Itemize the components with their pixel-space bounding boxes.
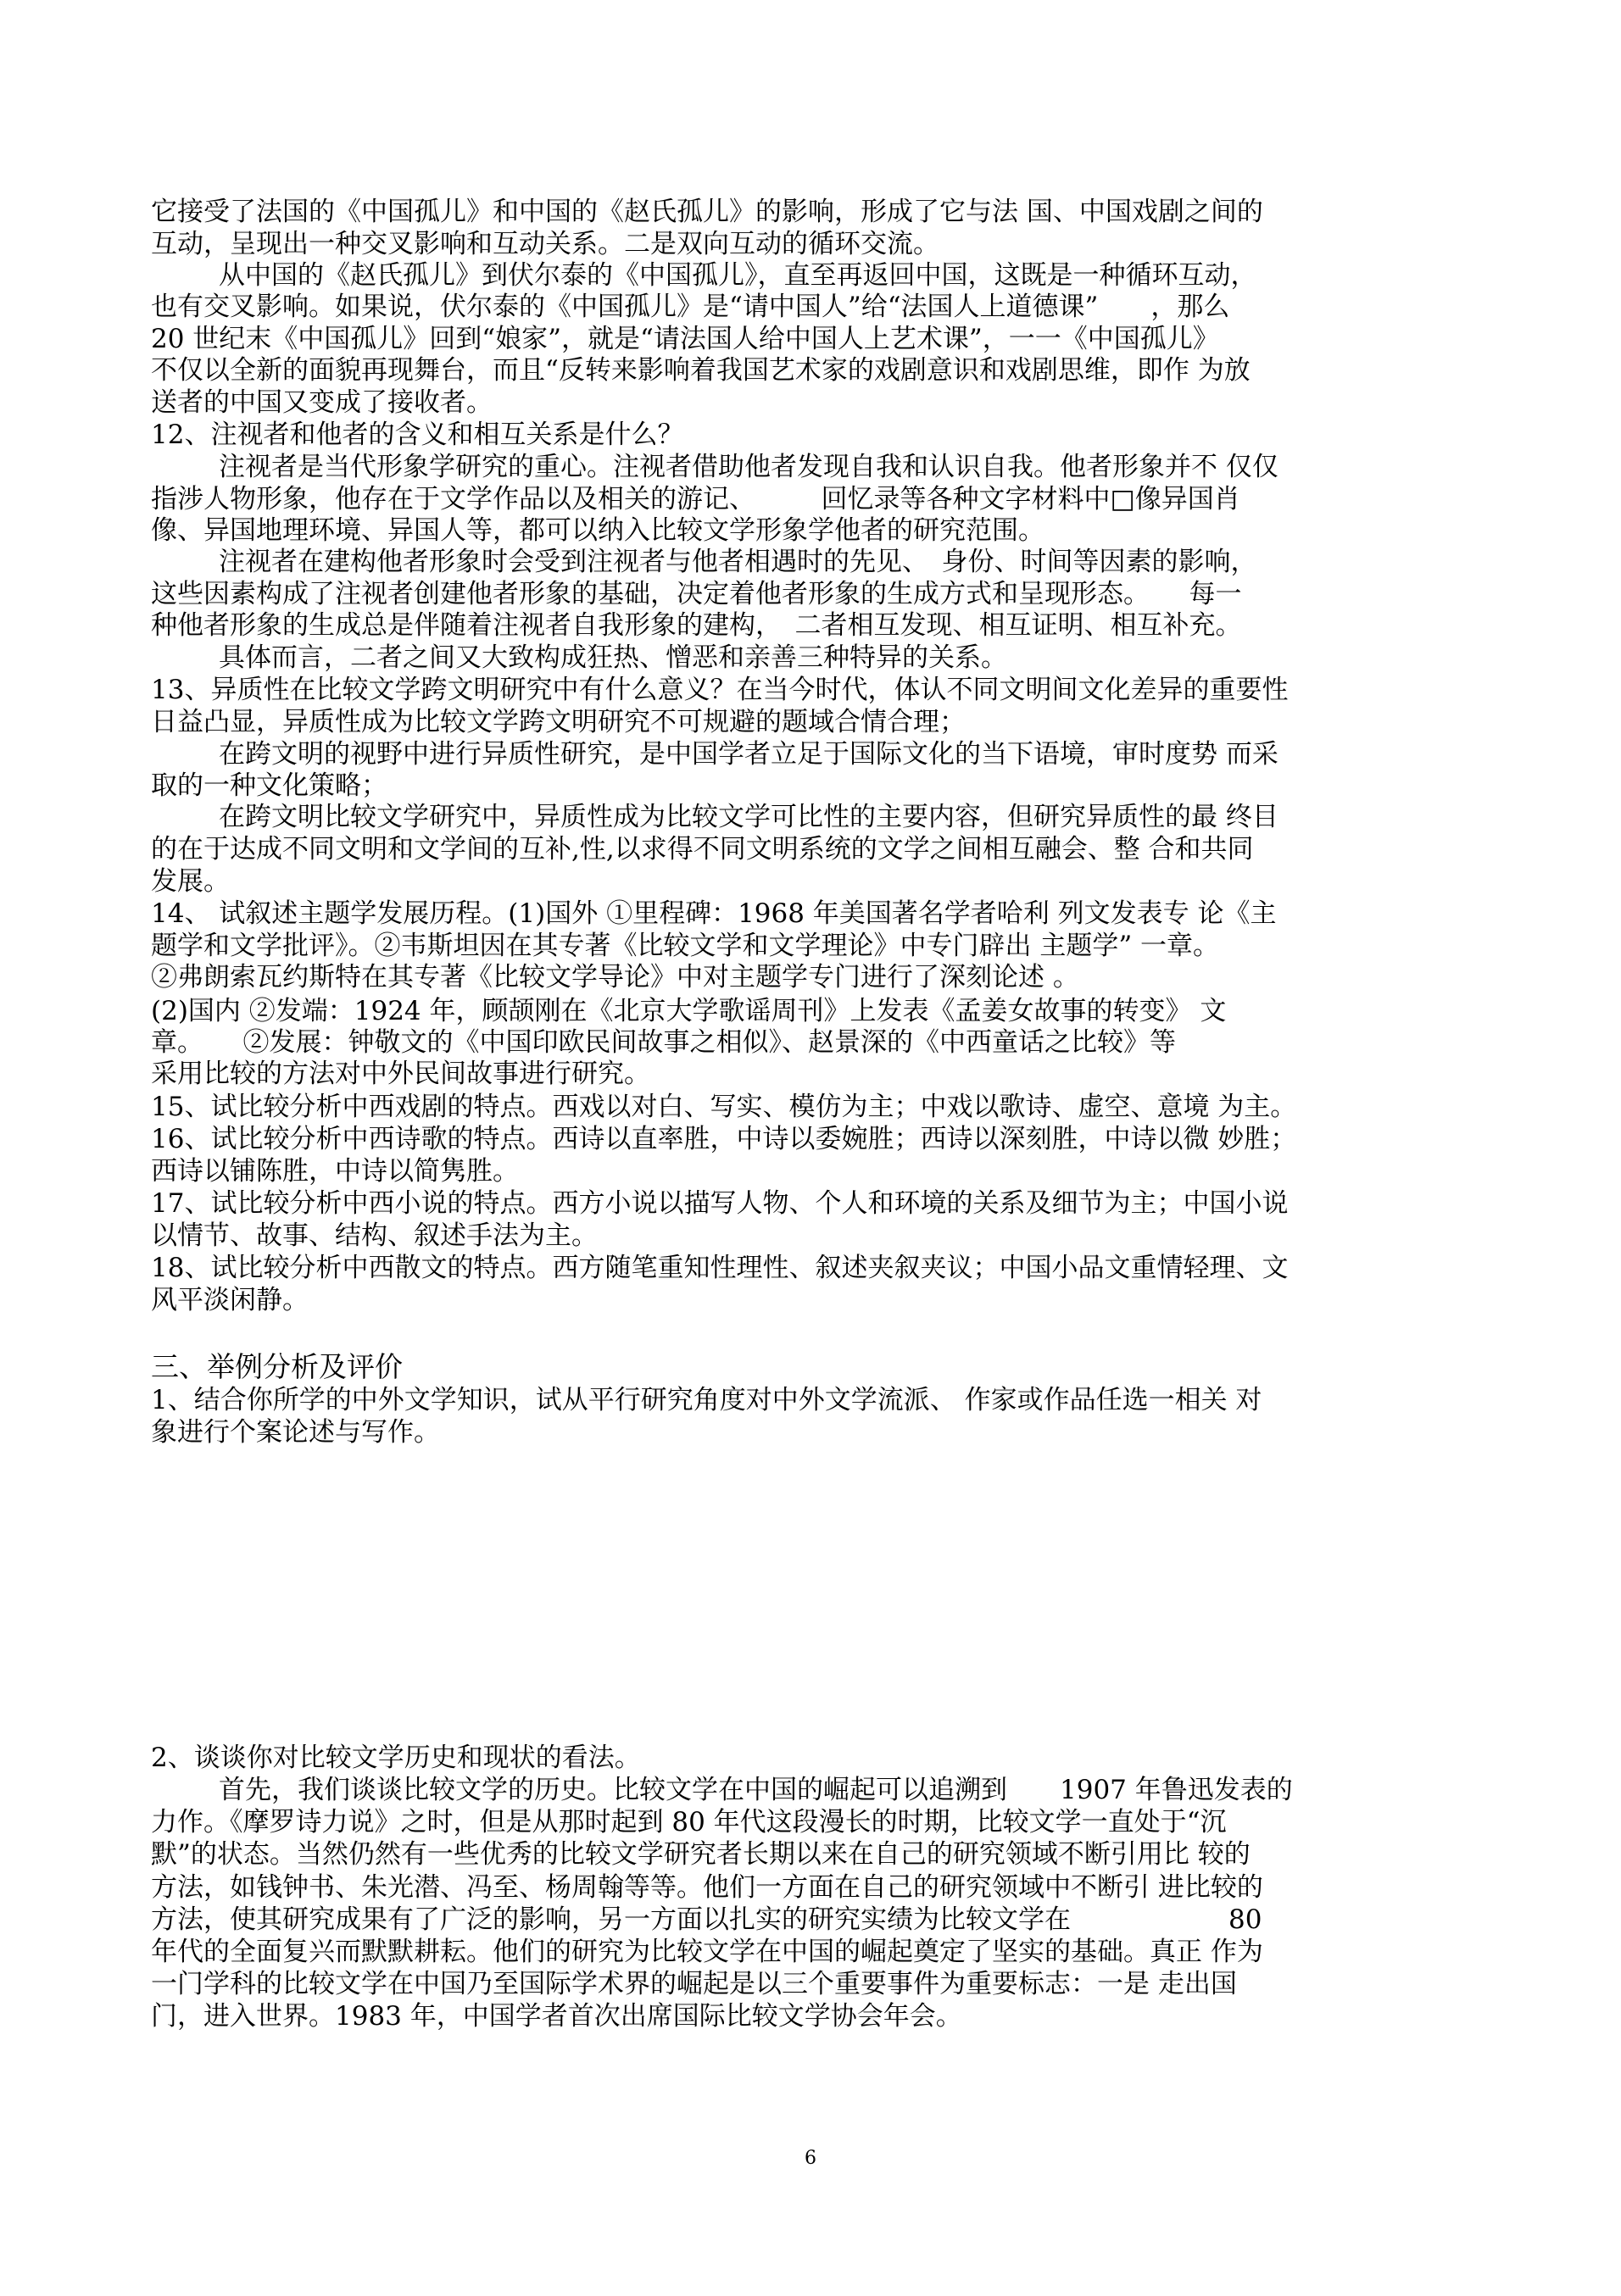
question-2: 2、谈谈你对比较文学历史和现状的看法。 [151,1743,641,1773]
text-line: 一门学科的比较文学在中国乃至国际学术界的崛起是以三个重要事件为重要标志：一是 走出国 [151,1969,1237,1999]
text-line: 注视者在建构他者形象时会受到注视者与他者相遇时的先见、 身份、时间等因素的影响， [219,547,1257,577]
text-line: 发展。 [151,866,230,897]
question-18: 18、试比较分析中西散文的特点。西方随笔重知性理性、叙述夹叙夹议；中国小品文重情轻理、文 [151,1253,1289,1283]
text-line: 20 世纪末《中国孤儿》回到“娘家”，就是“请法国人给中国人上艺术课”，一一《中国孤儿》 [151,324,1219,354]
text-line: 采用比较的方法对中外民间故事进行研究。 [151,1059,650,1089]
text-line: 方法，使其研究成果有了广泛的影响，另一方面以扎实的研究实绩为比较文学在 80 [151,1904,1262,1935]
text-line: 首先，我们谈谈比较文学的历史。比较文学在中国的崛起可以追溯到 1907 年鲁迅发表的 [219,1775,1293,1805]
question-16: 16、试比较分析中西诗歌的特点。西诗以直率胜，中诗以委婉胜；西诗以深刻胜，中诗以微 妙胜； [151,1124,1297,1154]
text-line: 像、异国地理环境、异国人等，都可以纳入比较文学形象学他者的研究范围。 [151,515,1044,546]
text-line: 这些因素构成了注视者创建他者形象的基础，决定着他者形象的生成方式和呈现形态。 每一 [151,579,1242,609]
text-line: 送者的中国又变成了接收者。 [151,387,493,418]
text-line: 从中国的《赵氏孤儿》到伏尔泰的《中国孤儿》，直至再返回中国，这既是一种循环互动， [219,260,1257,291]
text-line: ②弗朗索瓦约斯特在其专著《比较文学导论》中对主题学专门进行了深刻论述 。 [151,962,1079,992]
question-17: 17、试比较分析中西小说的特点。西方小说以描写人物、个人和环境的关系及细节为主；中国小说 [151,1188,1289,1219]
text-line: 默”的状态。当然仍然有一些优秀的比较文学研究者长期以来在自己的研究领域不断引用比 较的 [151,1839,1251,1870]
question-14: 14、 试叙述主题学发展历程。(1)国外 ①里程碑：1968 年美国著名学者哈利 列文发表专 论《主 [151,898,1277,929]
text-line: 在跨文明的视野中进行异质性研究，是中国学者立足于国际文化的当下语境，审时度势 而采 [219,739,1278,770]
text-line: 以情节、故事、结构、叙述手法为主。 [151,1220,598,1251]
text-line: 题学和文学批评》。②韦斯坦因在其专著《比较文学和文学理论》中专门辟出 主题学” 一章。 [151,931,1220,961]
text-line: 指涉人物形象，他存在于文学作品以及相关的游记、 回忆录等各种文字材料中□像异国肖 [151,484,1240,514]
question-12: 12、注视者和他者的含义和相互关系是什么？ [151,420,684,450]
text-line: 象进行个案论述与写作。 [151,1417,440,1448]
text-line: 章。 ②发展：钟敬文的《中国印欧民间故事之相似》、赵景深的《中西童话之比较》等 [151,1027,1176,1058]
text-line: 注视者是当代形象学研究的重心。注视者借助他者发现自我和认识自我。他者形象并不 仅仅 [219,452,1278,482]
text-line: 日益凸显，异质性成为比较文学跨文明研究不可规避的题域合情合理； [151,707,966,737]
text-line: 种他者形象的生成总是伴随着注视者自我形象的建构， 二者相互发现、相互证明、相互补充。 [151,610,1242,641]
text-line: 不仅以全新的面貌再现舞台，而且“反转来影响着我国艺术家的戏剧意识和戏剧思维，即作 为放 [151,355,1251,386]
text-line: 年代的全面复兴而默默耕耘。他们的研究为比较文学在中国的崛起奠定了坚实的基础。真正 作为 [151,1937,1263,1967]
question-15: 15、试比较分析中西戏剧的特点。西戏以对白、写实、模仿为主；中戏以歌诗、虚空、意境 为主。 [151,1092,1297,1122]
text-line: 互动，呈现出一种交叉影响和互动关系。二是双向互动的循环交流。 [151,229,939,259]
text-line: 1、结合你所学的中外文学知识，试从平行研究角度对中外文学流派、 作家或作品任选一相关 对 [151,1385,1262,1415]
text-line: 它接受了法国的《中国孤儿》和中国的《赵氏孤儿》的影响，形成了它与法 国、中国戏剧之间的 [151,197,1263,227]
text-line: 在跨文明比较文学研究中，异质性成为比较文学可比性的主要内容，但研究异质性的最 终目 [219,802,1278,832]
text-line: 具体而言，二者之间又大致构成狂热、憎恶和亲善三种特异的关系。 [219,642,1007,673]
text-line: 方法，如钱钟书、朱光潜、冯至、杨周翰等等。他们一方面在自己的研究领域中不断引 进比较的 [151,1872,1263,1903]
section-heading: 三、举例分析及评价 [151,1352,403,1382]
text-line: (2)国内 ②发端：1924 年，顾颉刚在《北京大学歌谣周刊》上发表《孟姜女故事的转变》 文 [151,996,1227,1026]
text-line: 的在于达成不同文明和文学间的互补,性,以求得不同文明系统的文学之间相互融会、整 合和共同 [151,834,1254,864]
question-13: 13、异质性在比较文学跨文明研究中有什么意义？在当今时代，体认不同文明间文化差异的重要性 [151,675,1289,705]
text-line: 风平淡闲静。 [151,1285,309,1315]
text-line: 取的一种文化策略； [151,770,387,801]
text-line: 也有交叉影响。如果说，伏尔泰的《中国孤儿》是“请中国人”给“法国人上道德课” ，那么 [151,292,1230,322]
text-line: 力作。《摩罗诗力说》之时，但是从那时起到 80 年代这段漫长的时期，比较文学一直处于“沉 [151,1807,1227,1837]
page-number: 6 [805,2148,816,2169]
text-line: 西诗以铺陈胜，中诗以简隽胜。 [151,1156,519,1187]
text-line: 门，进入世界。1983 年，中国学者首次出席国际比较文学协会年会。 [151,2001,962,2032]
